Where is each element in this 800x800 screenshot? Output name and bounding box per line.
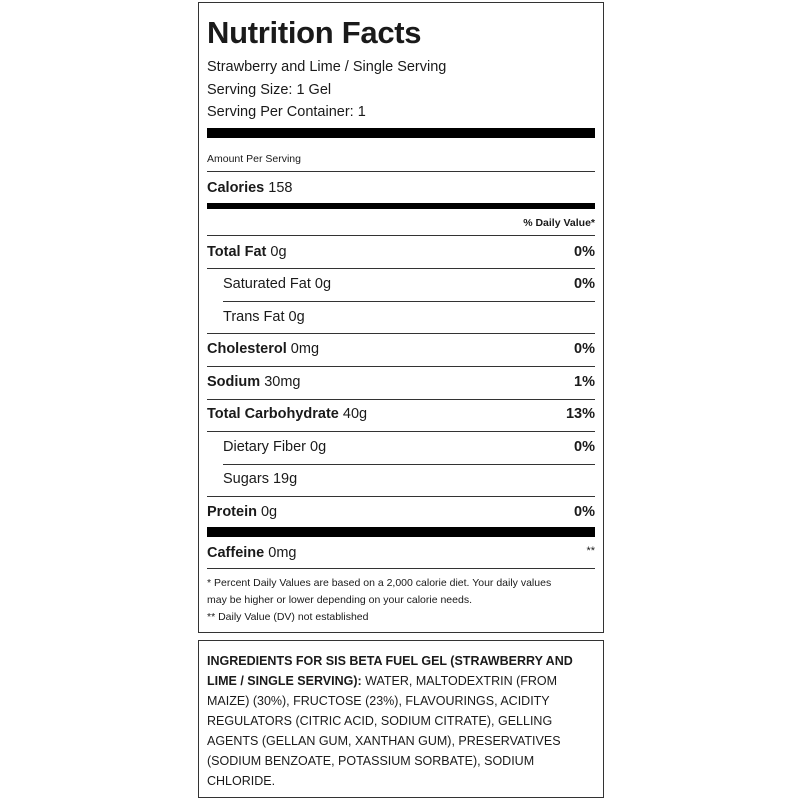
nutrient-label: Sodium xyxy=(207,374,261,390)
nutrient-row-cholesterol xyxy=(207,341,595,361)
nutrient-dv: 0% xyxy=(574,341,595,357)
nutrient-dv: 13% xyxy=(565,406,595,422)
nutrient-dv: 0% xyxy=(574,439,595,455)
nutrient-amount: 0g xyxy=(270,244,287,260)
calories-label: Calories xyxy=(207,180,265,196)
amount-per-serving: Amount Per Serving xyxy=(207,153,301,165)
nutrient-amount: 0g xyxy=(314,276,332,292)
nutrient-label: Total Fat xyxy=(207,244,267,260)
divider xyxy=(207,171,595,172)
product-line: Strawberry and Lime / Single Serving xyxy=(207,59,447,75)
ingredients-list: WATER, MALTODEXTRIN (FROM MAIZE) (30%), FRUCTOSE (23%), FLAVOURINGS, ACIDITY REGULATORS (CITRIC ACID, SODIUM CITRATE), GELLING AGENTS (GELLAN GUM, XANTHAN GUM), PRESERVATIVES (SODIUM BENZOATE, POTASSIUM SORBATE), SODIUM CHLORIDE. xyxy=(207,674,561,788)
divider xyxy=(207,235,595,236)
nutrition-facts-panel xyxy=(198,2,604,633)
thick-divider xyxy=(207,527,595,537)
divider xyxy=(207,568,595,569)
nutrient-amount: 40g xyxy=(342,406,368,422)
nutrient-row-sugars xyxy=(207,471,595,491)
divider xyxy=(207,333,595,334)
nutrient-row-protein xyxy=(207,504,595,524)
nutrient-amount: 0g xyxy=(288,309,305,325)
divider xyxy=(207,399,595,400)
nutrient-label: Trans Fat xyxy=(223,309,285,325)
ingredients-panel xyxy=(198,640,604,798)
divider xyxy=(223,464,595,465)
nutrient-amount: 0mg xyxy=(290,341,320,357)
nutrient-label: Total Carbohydrate xyxy=(207,406,339,422)
caffeine-row xyxy=(207,545,595,565)
divider xyxy=(207,268,595,269)
nutrient-label: Sugars xyxy=(223,471,269,487)
nutrient-dv: 0% xyxy=(574,244,595,260)
nutrient-label: Dietary Fiber xyxy=(223,439,306,455)
nutrient-amount: 30mg xyxy=(264,374,301,390)
thick-divider xyxy=(207,203,595,209)
footnote-dv-not-established: ** Daily Value (DV) not established xyxy=(207,611,369,623)
daily-value-header: % Daily Value* xyxy=(523,217,595,229)
caffeine-label: Caffeine xyxy=(207,545,265,561)
nutrient-amount: 19g xyxy=(272,471,298,487)
footnote-calorie-needs: may be higher or lower depending on your calorie needs. xyxy=(207,594,472,606)
nutrient-amount: 0g xyxy=(310,439,327,455)
nutrient-row-sodium xyxy=(207,374,595,394)
calories-row xyxy=(207,180,595,200)
serving-size: Serving Size: 1 Gel xyxy=(207,82,332,98)
nutrient-label: Saturated Fat xyxy=(223,276,311,292)
nutrient-row-total-carbohydrate xyxy=(207,406,595,426)
divider xyxy=(207,431,595,432)
nutrient-row-saturated-fat xyxy=(207,276,595,296)
footnote-daily-values: * Percent Daily Values are based on a 2,000 calorie diet. Your daily values xyxy=(207,577,552,589)
divider xyxy=(207,366,595,367)
thick-divider xyxy=(207,128,595,138)
calories-value: 158 xyxy=(268,180,293,196)
nutrient-row-total-fat xyxy=(207,244,595,264)
nutrient-row-dietary-fiber xyxy=(207,439,595,459)
nutrient-label: Cholesterol xyxy=(207,341,287,357)
nutrition-facts-title: Nutrition Facts xyxy=(207,15,422,50)
caffeine-amount: 0mg xyxy=(268,545,297,561)
nutrient-row-trans-fat xyxy=(207,309,595,329)
divider xyxy=(207,496,595,497)
caffeine-dv-mark: ** xyxy=(586,545,595,557)
nutrient-dv: 0% xyxy=(574,504,595,520)
servings-per-container: Serving Per Container: 1 xyxy=(207,104,366,120)
nutrient-dv: 1% xyxy=(574,374,595,390)
nutrient-amount: 0g xyxy=(260,504,278,520)
ingredients-text xyxy=(207,651,593,791)
ingredients-heading: INGREDIENTS FOR SIS BETA FUEL GEL (STRAWBERRY AND LIME / SINGLE SERVING): xyxy=(207,654,573,688)
nutrient-label: Protein xyxy=(207,504,257,520)
nutrient-dv: 0% xyxy=(574,276,595,292)
divider xyxy=(223,301,595,302)
